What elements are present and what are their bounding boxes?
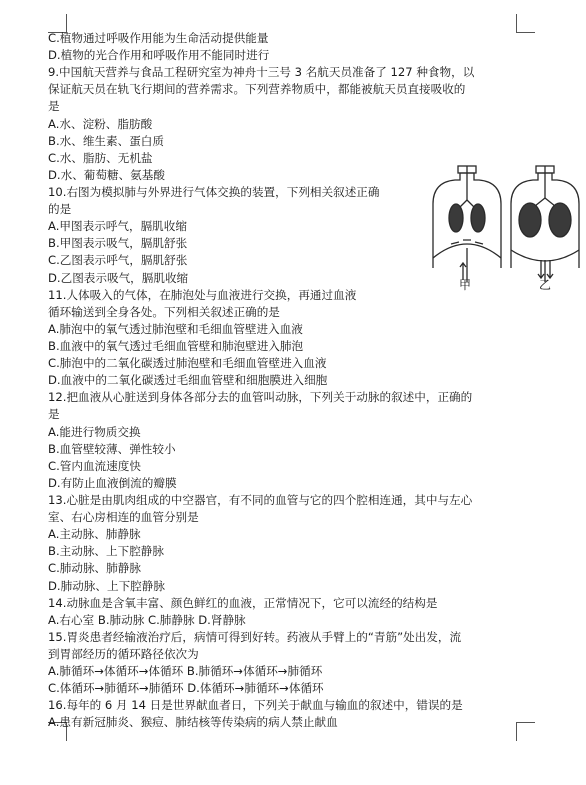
text-line: C.乙图表示呼气，膈肌舒张	[48, 253, 188, 268]
text-line: D.血液中的二氧化碳透过毛细血管壁和细胞膜进入细胞	[48, 373, 328, 388]
bell-jar-jia	[433, 166, 501, 282]
text-line: 保证航天员在轨飞行期间的营养需求。下列营养物质中，都能被航天员直接吸收的	[48, 82, 466, 97]
text-line: A.肺泡中的氧气透过肺泡壁和毛细血管壁进入血液	[48, 321, 303, 336]
bell-jar-yi	[511, 166, 579, 282]
text-line: C.水、脂肪、无机盐	[48, 150, 153, 165]
text-line: B.血管壁较薄、弹性较小	[48, 441, 176, 456]
text-line: A.水、淀粉、脂肪酸	[48, 116, 153, 131]
text-line: 12.把血液从心脏送到身体各部分去的血管叫动脉，下列关于动脉的叙述中，正确的	[48, 390, 473, 405]
text-line: C.肺动脉、肺静脉	[48, 561, 141, 576]
text-line: B.甲图表示吸气，膈肌舒张	[48, 236, 188, 251]
text-line: C.肺泡中的二氧化碳透过肺泡壁和毛细血管壁进入血液	[48, 356, 327, 371]
text-line: A.甲图表示呼气，膈肌收缩	[48, 219, 187, 234]
text-line: D.肺动脉、上下腔静脉	[48, 578, 165, 593]
text-line: 11.人体吸入的气体，在肺泡处与血液进行交换，再通过血液	[48, 287, 357, 302]
text-line: 到胃部经历的循环路径依次为	[48, 646, 199, 661]
text-line: A.肺循环→体循环→体循环 B.肺循环→体循环→肺循环	[48, 664, 323, 679]
text-line: C.体循环→肺循环→肺循环 D.体循环→肺循环→体循环	[48, 681, 324, 696]
text-line: 循环输送到全身各处。下列相关叙述正确的是	[48, 304, 280, 319]
text-line: 14.动脉血是含氧丰富、颜色鲜红的血液，正常情况下，它可以流经的结构是	[48, 595, 438, 610]
text-line: D.有防止血液倒流的瓣膜	[48, 475, 177, 490]
text-line: A.主动脉、肺静脉	[48, 527, 141, 542]
text-line: B.水、维生素、蛋白质	[48, 133, 164, 148]
text-line: A.右心室 B.肺动脉 C.肺静脉 D.肾静脉	[48, 612, 246, 627]
text-line: C.管内血流速度快	[48, 458, 141, 473]
exam-page-text	[48, 30, 518, 731]
label-jia: 甲	[459, 278, 472, 292]
lung-model-figure	[423, 160, 581, 294]
text-line: D.乙图表示吸气，膈肌收缩	[48, 270, 189, 285]
text-line: C.植物通过呼吸作用能为生命活动提供能量	[48, 31, 269, 45]
text-line: 16.每年的 6 月 14 日是世界献血者日，下列关于献血与输血的叙述中，错误的是	[48, 698, 463, 713]
text-line: B.主动脉、上下腔静脉	[48, 544, 164, 559]
crop-mark-bottom-right	[516, 722, 535, 741]
text-line: 15.胃炎患者经输液治疗后，病情可得到好转。药液从手臂上的“青筋”处出发，流	[48, 629, 462, 644]
text-line: 室、右心房相连的血管分别是	[48, 510, 199, 525]
label-yi: 乙	[539, 278, 552, 292]
crop-mark-top-right	[516, 14, 535, 33]
text-line: A.能进行物质交换	[48, 424, 141, 439]
text-line: 9.中国航天营养与食品工程研究室为神舟十三号 3 名航天员准备了 127 种食物，以	[48, 65, 475, 80]
text-line: 的是	[48, 202, 72, 217]
text-line: 是	[48, 99, 60, 114]
text-line: 是	[48, 407, 60, 422]
text-line: 10.右图为模拟肺与外界进行气体交换的装置，下列相关叙述正确	[48, 184, 380, 199]
text-line: A.患有新冠肺炎、猴痘、肺结核等传染病的病人禁止献血	[48, 715, 338, 730]
text-line: B.血液中的氧气透过毛细血管壁和肺泡壁进入肺泡	[48, 338, 304, 353]
text-line: D.植物的光合作用和呼吸作用不能同时进行	[48, 48, 270, 63]
text-line: 13.心脏是由肌肉组成的中空器官，有不同的血管与它的四个腔相连通，其中与左心	[48, 492, 473, 507]
text-line: D.水、葡萄糖、氨基酸	[48, 167, 165, 182]
